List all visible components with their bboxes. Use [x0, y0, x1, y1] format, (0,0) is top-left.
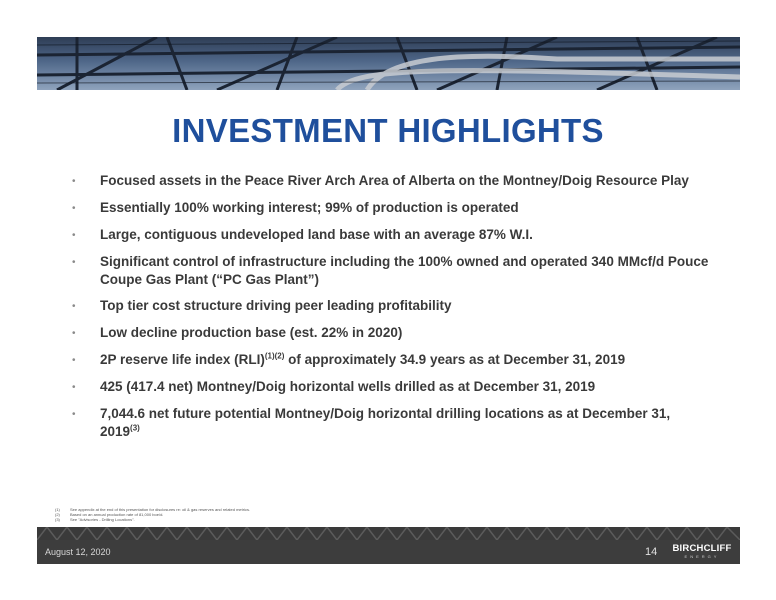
footnote-ref: (3): [130, 423, 140, 433]
bullet-text: Large, contiguous undeveloped land base with an average 87% W.I.: [100, 227, 533, 242]
footnote-text: Based on an annual production rate of 81,000 boe/d.: [70, 512, 164, 517]
footnote-number: (1): [55, 507, 60, 512]
bullet-text-end: of approximately 34.9 years as at December 31, 2019: [284, 352, 626, 367]
list-item: [72, 324, 712, 343]
bullet-text: [100, 351, 625, 369]
bullet-text: 425 (417.4 net) Montney/Doig horizontal wells drilled as at December 31, 2019: [100, 379, 596, 394]
bullet-text: Low decline production base (est. 22% in 2020): [100, 325, 403, 340]
page-number: 14: [645, 546, 658, 558]
footnote-number: (2): [55, 512, 60, 517]
highlights-list: [72, 172, 712, 449]
bullet-icon: •: [72, 409, 76, 420]
footer-decorative-band: [37, 527, 740, 540]
header-banner-image: [37, 37, 740, 90]
company-logo: [667, 543, 737, 561]
bullet-text: Significant control of infrastructure including the 100% owned and operated 340 MMcf/d Pouce Coupe Gas Plant (“PC Gas Plant”): [100, 254, 709, 287]
list-item: [72, 378, 712, 397]
bullet-text: [100, 405, 712, 441]
list-item: [72, 172, 712, 191]
bullet-text-start: 2P reserve life index (RLI): [100, 352, 265, 367]
bullet-icon: •: [72, 257, 76, 268]
bullet-icon: •: [72, 382, 76, 393]
list-item: [72, 297, 712, 316]
footer-date: August 12, 2020: [45, 547, 111, 557]
list-item: [72, 351, 712, 370]
footnote-number: (3): [55, 517, 60, 522]
bullet-icon: •: [72, 355, 76, 366]
logo-wordmark: BIRCHCLIFF: [672, 543, 732, 554]
footnote-ref: (1)(2): [264, 351, 285, 361]
bullet-text-start: 7,044.6 net future potential Montney/Doig horizontal drilling locations as at December 31, 2019: [100, 406, 671, 439]
bullet-icon: •: [72, 203, 76, 214]
list-item: [72, 253, 712, 289]
list-item: [72, 405, 712, 441]
bullet-text: Focused assets in the Peace River Arch Area of Alberta on the Montney/Doig Resource Play: [100, 173, 689, 188]
industrial-pipes-graphic: [37, 37, 740, 90]
bullet-icon: •: [72, 230, 76, 241]
list-item: [72, 226, 712, 245]
list-item: [72, 199, 712, 218]
bullet-icon: •: [72, 328, 76, 339]
pattern-graphic: [37, 527, 740, 540]
logo-subtitle: ENERGY: [684, 554, 720, 559]
bullet-icon: •: [72, 301, 76, 312]
footnote-text: See appendix at the end of this presentation for disclosures re: oil & gas reserves and related metrics.: [70, 507, 251, 512]
bullet-text: Essentially 100% working interest; 99% of production is operated: [100, 200, 519, 215]
bullet-icon: •: [72, 176, 76, 187]
footnote: [55, 517, 455, 522]
footnotes: [55, 507, 455, 522]
bullet-text: Top tier cost structure driving peer leading profitability: [100, 298, 452, 313]
footnote-text: See "Advisories - Drilling Locations".: [70, 517, 135, 522]
footer: [37, 540, 740, 564]
page-title: INVESTMENT HIGHLIGHTS: [172, 112, 604, 149]
